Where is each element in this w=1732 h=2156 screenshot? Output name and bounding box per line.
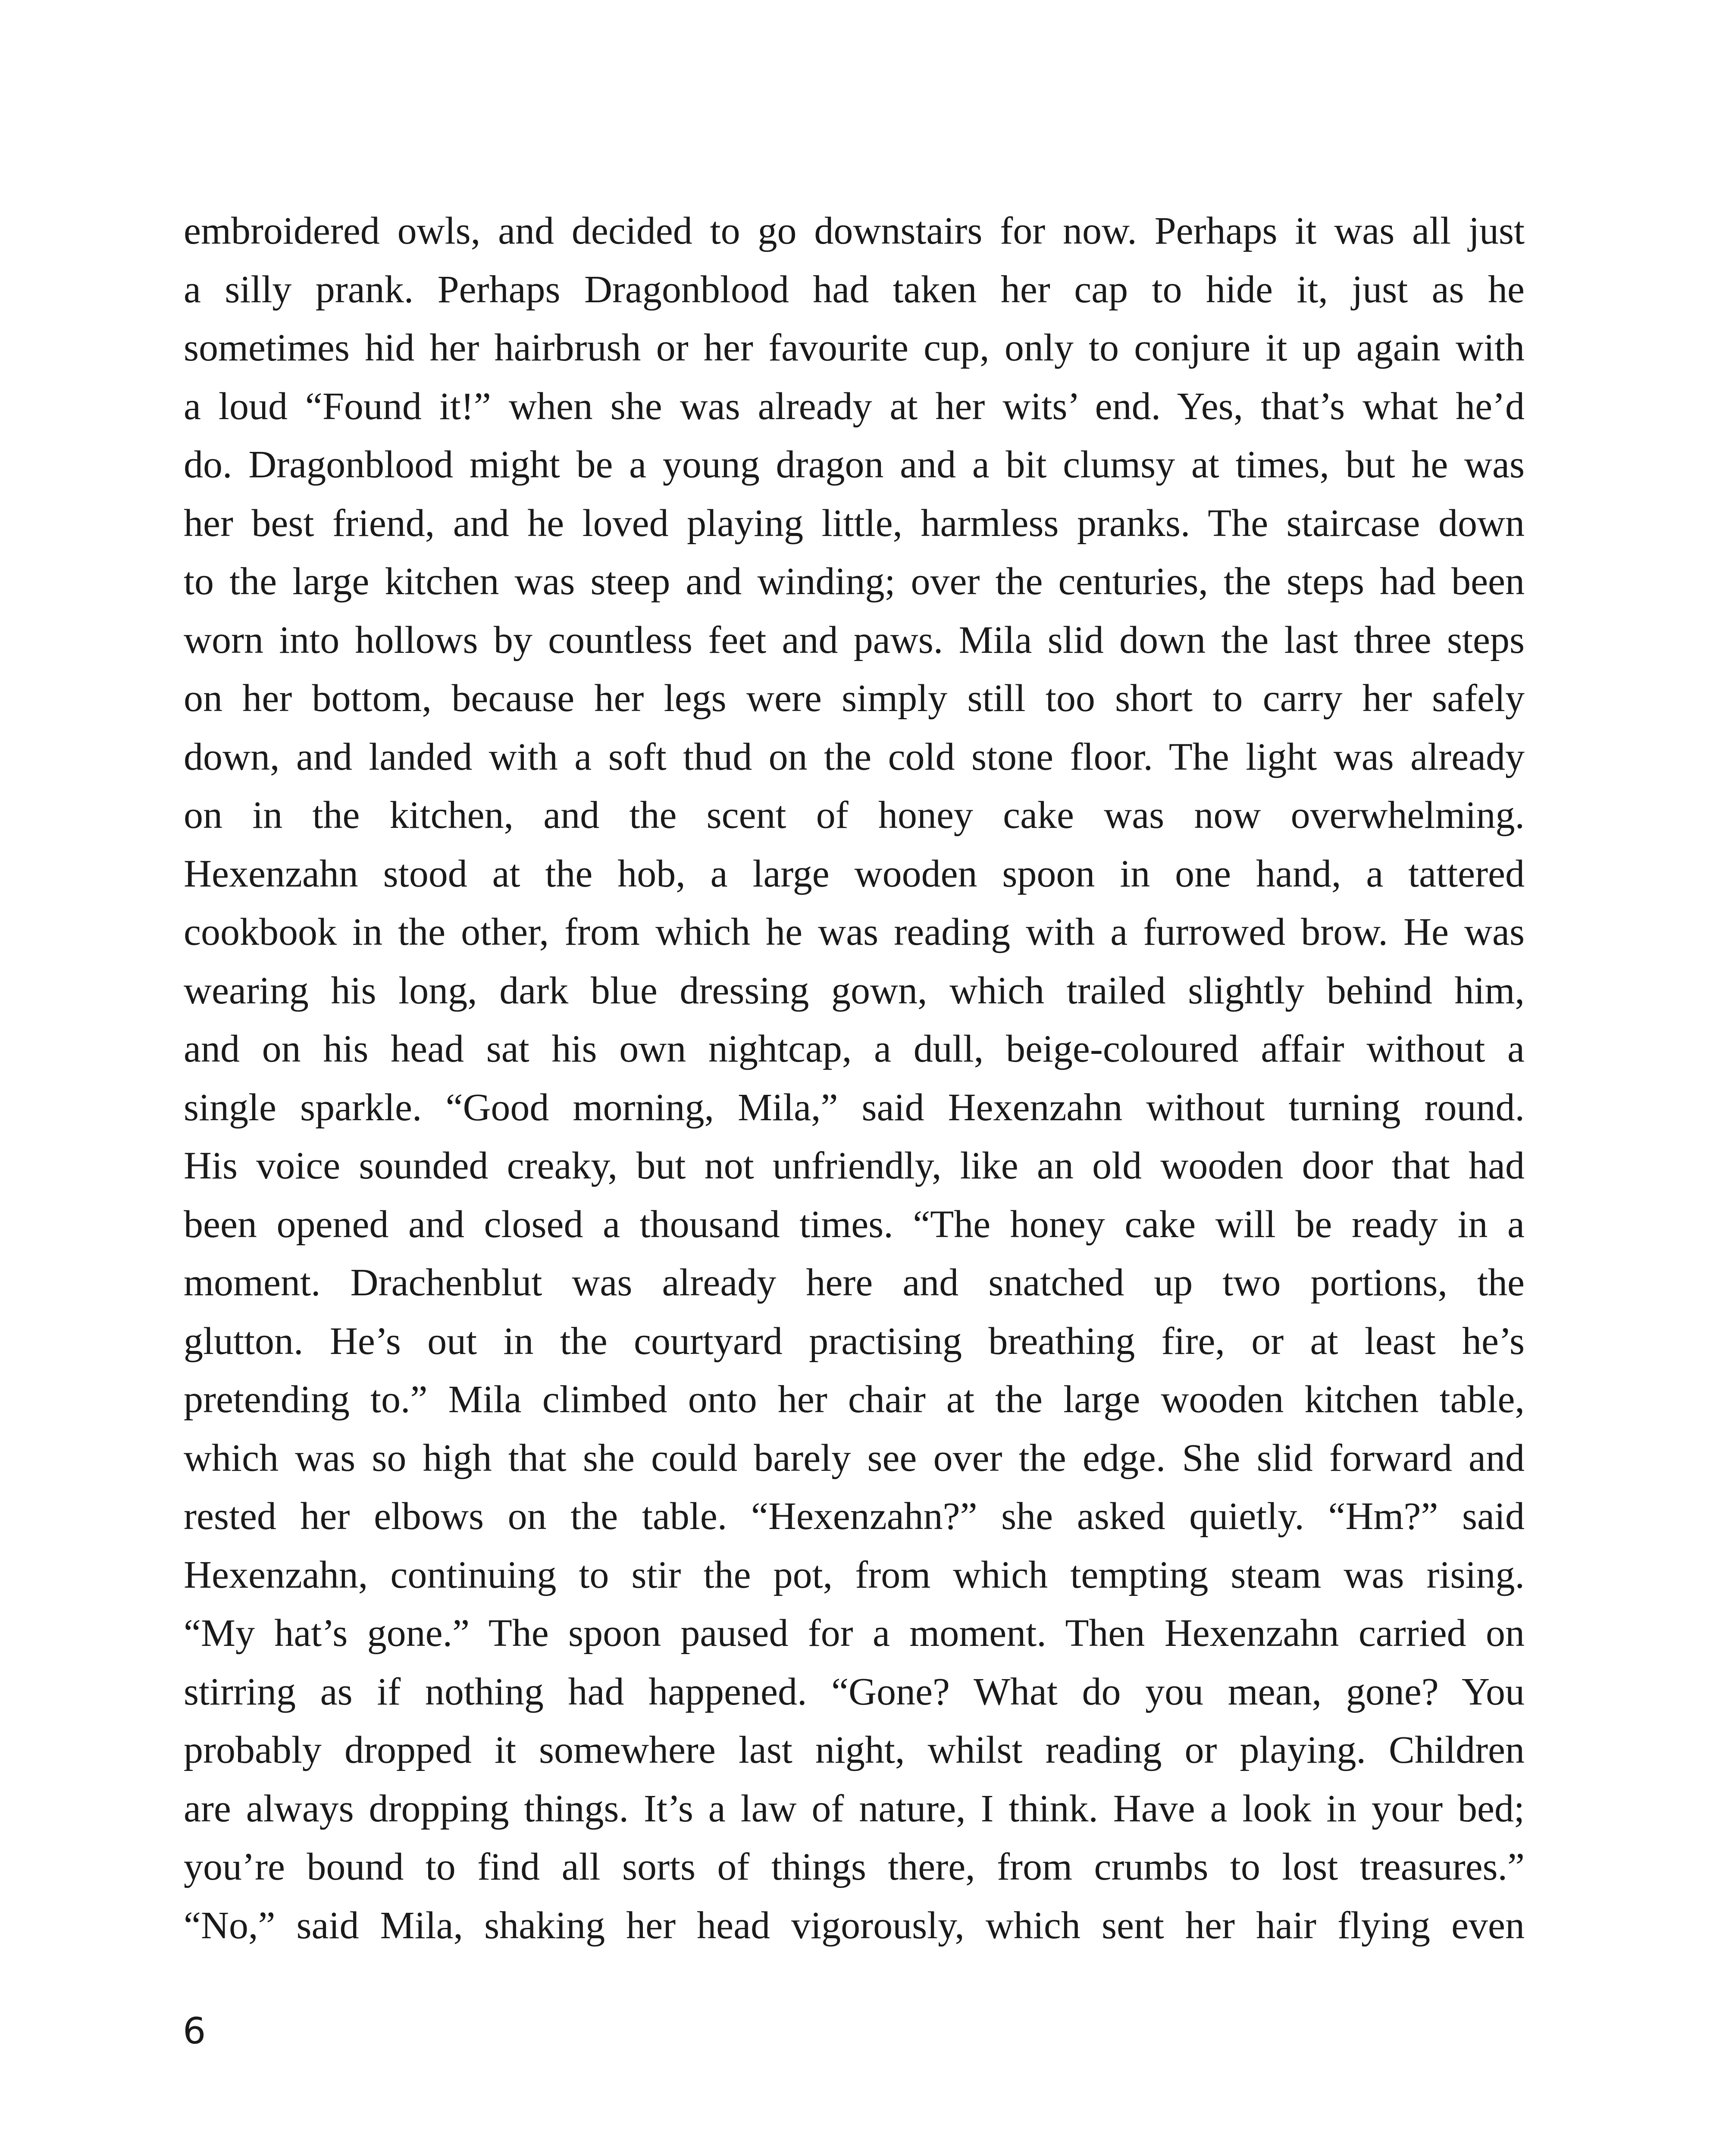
text-line: and on his head sat his own nightcap, a dull, beige-coloured affair without a: [184, 1028, 1525, 1070]
text-line: which was so high that she could barely see over the edge. She slid forward and: [184, 1436, 1525, 1479]
text-line: do. Dragonblood might be a young dragon and a bit clumsy at times, but he was: [184, 443, 1525, 486]
text-line: Hexenzahn stood at the hob, a large wooden spoon in one hand, a tattered: [184, 852, 1525, 895]
text-line: down, and landed with a soft thud on the cold stone floor. The light was already: [184, 735, 1525, 778]
text-line: glutton. He’s out in the courtyard practising breathing fire, or at least he’s: [184, 1319, 1525, 1363]
text-line: probably dropped it somewhere last night, whilst reading or playing. Children: [184, 1729, 1525, 1771]
text-line: worn into hollows by countless feet and paws. Mila slid down the last three steps: [184, 618, 1525, 661]
text-line: embroidered owls, and decided to go downstairs for now. Perhaps it was all just: [184, 210, 1525, 252]
text-line: a silly prank. Perhaps Dragonblood had taken her cap to hide it, just as he: [184, 268, 1525, 311]
text-line: been opened and closed a thousand times. “The honey cake will be ready in a: [184, 1203, 1525, 1246]
text-line: on her bottom, because her legs were simply still too short to carry her safely: [184, 677, 1525, 720]
text-line: moment. Drachenblut was already here and snatched up two portions, the: [184, 1261, 1525, 1304]
body-paragraph: [184, 202, 1525, 1955]
text-line: His voice sounded creaky, but not unfriendly, like an old wooden door that had: [184, 1144, 1525, 1187]
text-line: single sparkle. “Good morning, Mila,” said Hexenzahn without turning round.: [184, 1086, 1525, 1129]
text-line: to the large kitchen was steep and winding; over the centuries, the steps had been: [184, 560, 1525, 603]
text-line: wearing his long, dark blue dressing gown, which trailed slightly behind him,: [184, 969, 1525, 1012]
text-line: are always dropping things. It’s a law of nature, I think. Have a look in your bed;: [184, 1787, 1525, 1830]
text-line: a loud “Found it!” when she was already at her wits’ end. Yes, that’s what he’d: [184, 385, 1525, 428]
text-line: “My hat’s gone.” The spoon paused for a moment. Then Hexenzahn carried on: [184, 1612, 1525, 1655]
text-line: pretending to.” Mila climbed onto her chair at the large wooden kitchen table,: [184, 1378, 1525, 1421]
text-line: sometimes hid her hairbrush or her favourite cup, only to conjure it up again with: [184, 326, 1525, 369]
text-line: “No,” said Mila, shaking her head vigorously, which sent her hair flying even: [184, 1904, 1525, 1947]
text-line: rested her elbows on the table. “Hexenzahn?” she asked quietly. “Hm?” said: [184, 1495, 1525, 1538]
text-line: on in the kitchen, and the scent of honey cake was now overwhelming.: [184, 794, 1525, 837]
text-line: cookbook in the other, from which he was reading with a furrowed brow. He was: [184, 911, 1525, 953]
text-line: her best friend, and he loved playing little, harmless pranks. The staircase down: [184, 501, 1525, 545]
text-line: you’re bound to find all sorts of things there, from crumbs to lost treasures.”: [184, 1846, 1525, 1888]
text-line: stirring as if nothing had happened. “Gone? What do you mean, gone? You: [184, 1670, 1525, 1713]
text-line: Hexenzahn, continuing to stir the pot, from which tempting steam was rising.: [184, 1553, 1525, 1596]
page-number: 6: [183, 2010, 206, 2052]
